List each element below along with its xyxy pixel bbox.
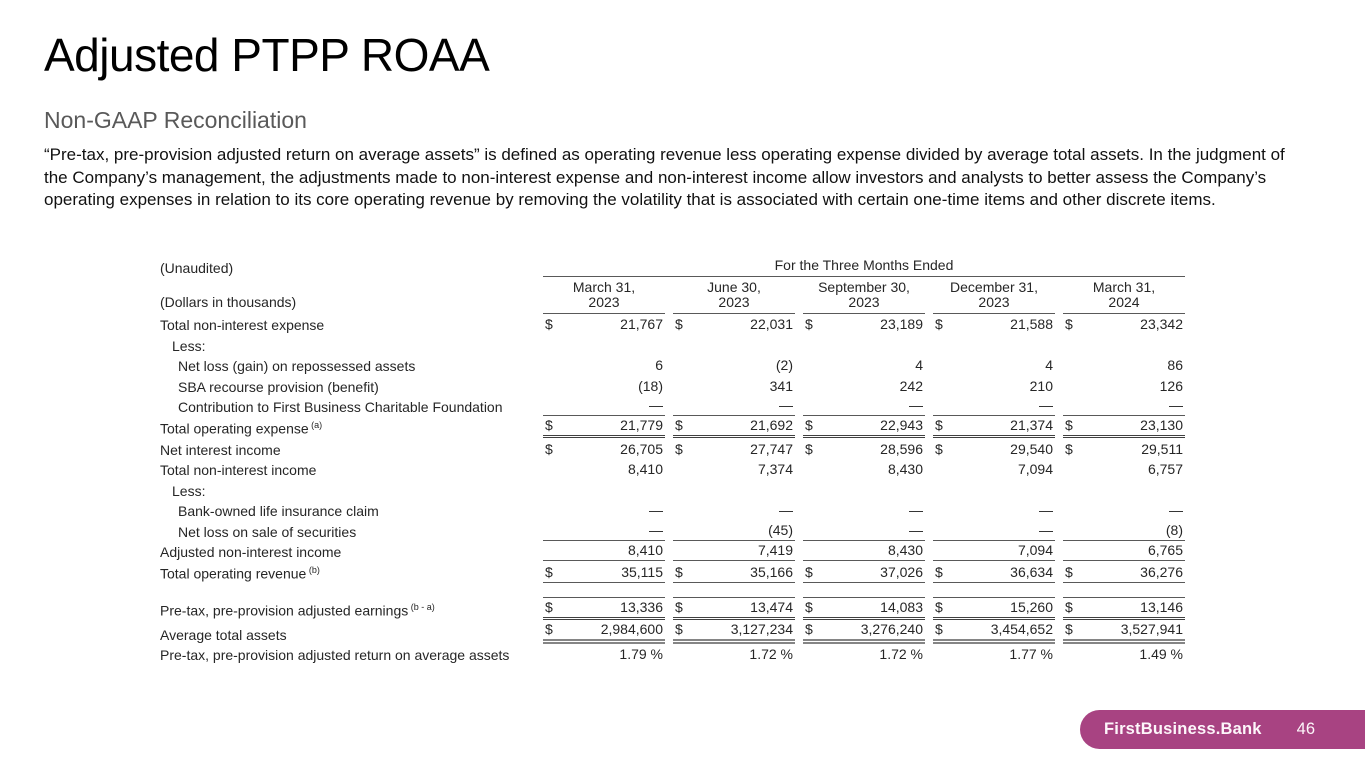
- currency-symbol: $: [675, 598, 683, 615]
- column-header: December 31, 2023: [933, 280, 1055, 314]
- value-cell: [673, 396, 795, 416]
- unaudited-label: (Unaudited): [160, 259, 234, 276]
- row-label: Pre-tax, pre-provision adjusted return on average assets: [160, 647, 510, 664]
- cell-value: —: [909, 521, 923, 538]
- value-cell: [673, 645, 795, 664]
- cell-value: (18): [638, 377, 663, 394]
- table-row: [160, 375, 1185, 396]
- value-cell: [803, 315, 925, 334]
- value-cell: [673, 597, 795, 620]
- value-cell: [543, 460, 665, 479]
- table-row: [160, 355, 1185, 376]
- table-row: [160, 561, 1185, 583]
- value-cell: [543, 541, 665, 561]
- value-cell: [543, 396, 665, 416]
- cell-value: 35,115: [621, 563, 663, 580]
- cell-value: 2,984,600: [600, 620, 663, 637]
- cell-value: 23,189: [880, 316, 923, 332]
- cell-value: 27,747: [750, 440, 793, 457]
- table-row: [160, 416, 1185, 438]
- cell-value: —: [909, 397, 923, 413]
- dollars-label: (Dollars in thousands): [160, 293, 297, 310]
- cell-value: 7,374: [757, 461, 793, 477]
- cell-value: (8): [1165, 521, 1183, 538]
- value-cell: [1063, 563, 1185, 583]
- value-cell: [933, 597, 1055, 620]
- value-cell: [933, 440, 1055, 459]
- currency-symbol: $: [1065, 316, 1073, 332]
- cell-value: 210: [1029, 377, 1053, 394]
- value-cell: [543, 620, 665, 644]
- value-cell: [543, 501, 665, 520]
- cell-value: 26,705: [620, 440, 663, 457]
- row-label: Net interest income: [160, 441, 281, 458]
- value-cell: [673, 315, 795, 334]
- cell-value: 8,410: [627, 542, 663, 558]
- cell-value: 1.77 %: [1009, 646, 1053, 663]
- cell-value: 4: [915, 357, 923, 373]
- currency-symbol: $: [675, 316, 683, 332]
- value-cell: [673, 440, 795, 459]
- cell-value: 35,166: [750, 563, 793, 580]
- value-cell: [543, 440, 665, 459]
- cell-value: 28,596: [880, 440, 923, 457]
- value-cell: [1063, 440, 1185, 459]
- value-cell: [803, 645, 925, 664]
- cell-value: 13,146: [1140, 598, 1183, 615]
- value-cell: [933, 315, 1055, 334]
- value-cell: [1063, 521, 1185, 541]
- row-label: Total operating expense $^{(a)}$: [160, 420, 323, 437]
- currency-symbol: $: [1065, 563, 1073, 580]
- cell-value: 37,026: [880, 563, 923, 580]
- currency-symbol: $: [805, 440, 813, 457]
- table-rows: [160, 314, 1185, 665]
- currency-symbol: $: [805, 620, 813, 637]
- cell-value: 1.72 %: [879, 646, 923, 663]
- cell-value: 6: [655, 357, 663, 373]
- value-cell: [543, 597, 665, 620]
- value-cell: [1063, 645, 1185, 664]
- value-cell: [933, 356, 1055, 375]
- value-cell: [803, 501, 925, 520]
- table-row: [160, 479, 1185, 500]
- cell-value: 8,430: [887, 542, 923, 558]
- table-row: [160, 334, 1185, 355]
- cell-value: 341: [769, 377, 793, 394]
- table-row: [160, 644, 1185, 665]
- value-cell: [673, 620, 795, 644]
- cell-value: —: [909, 502, 923, 518]
- cell-value: 1.79 %: [619, 646, 663, 663]
- value-cell: [933, 620, 1055, 644]
- cell-value: 29,511: [1141, 440, 1183, 457]
- currency-symbol: $: [935, 598, 943, 615]
- currency-symbol: $: [1065, 620, 1073, 637]
- value-cell: [803, 377, 925, 396]
- cell-value: 15,260: [1010, 598, 1053, 615]
- table-header-row-1: [160, 256, 1185, 277]
- value-cell: [803, 521, 925, 541]
- value-cell: [803, 597, 925, 620]
- table-row: [160, 597, 1185, 620]
- value-cell: [673, 416, 795, 438]
- value-cell: [933, 521, 1055, 541]
- slide-title: Adjusted PTPP ROAA: [44, 29, 490, 81]
- footer-brand-pill: [1080, 710, 1365, 749]
- value-cell: [803, 416, 925, 438]
- currency-symbol: $: [1065, 417, 1073, 433]
- cell-value: 14,083: [880, 598, 923, 615]
- table-row: [160, 620, 1185, 644]
- currency-symbol: $: [805, 417, 813, 433]
- row-label: Less:: [172, 337, 206, 354]
- cell-value: 7,094: [1017, 461, 1053, 477]
- cell-value: 23,342: [1140, 316, 1183, 332]
- cell-value: 3,127,234: [730, 620, 793, 637]
- value-cell: [543, 377, 665, 396]
- value-cell: [803, 396, 925, 416]
- value-cell: [933, 396, 1055, 416]
- value-cell: [543, 563, 665, 583]
- value-cell: [1063, 396, 1185, 416]
- cell-value: 8,410: [627, 461, 663, 477]
- value-cell: [673, 563, 795, 583]
- value-cell: [933, 377, 1055, 396]
- value-cell: [1063, 541, 1185, 561]
- value-cell: [673, 356, 795, 375]
- value-cell: [543, 645, 665, 664]
- cell-value: 6,757: [1147, 461, 1183, 477]
- cell-value: (45): [768, 521, 793, 538]
- value-cell: [543, 356, 665, 375]
- value-cell: [543, 416, 665, 438]
- value-cell: [803, 620, 925, 644]
- row-label: Adjusted non-interest income: [160, 544, 342, 560]
- value-cell: [803, 563, 925, 583]
- row-spacer: [160, 583, 1185, 597]
- slide-subtitle: Non-GAAP Reconciliation: [44, 107, 307, 133]
- value-cell: [673, 521, 795, 541]
- value-cell: [673, 377, 795, 396]
- value-cell: [1063, 356, 1185, 375]
- table-row: [160, 438, 1185, 459]
- row-label: Less:: [172, 482, 206, 499]
- currency-symbol: $: [675, 417, 683, 433]
- currency-symbol: $: [935, 563, 943, 580]
- column-header: March 31, 2024: [1063, 280, 1185, 314]
- value-cell: [933, 541, 1055, 561]
- table-row: [160, 396, 1185, 417]
- cell-value: —: [649, 397, 663, 413]
- cell-value: 36,276: [1140, 563, 1183, 580]
- cell-value: 22,031: [750, 316, 793, 332]
- value-cell: [1063, 377, 1185, 396]
- cell-value: 7,419: [757, 542, 793, 558]
- value-cell: [803, 460, 925, 479]
- brand-name: FirstBusiness.Bank: [1104, 720, 1262, 738]
- row-label: Bank-owned life insurance claim: [178, 503, 379, 519]
- currency-symbol: $: [805, 563, 813, 580]
- cell-value: 3,454,652: [990, 620, 1053, 637]
- column-header: June 30, 2023: [673, 280, 795, 314]
- cell-value: —: [1039, 397, 1053, 413]
- table-row: [160, 500, 1185, 521]
- cell-value: (2): [775, 357, 793, 373]
- span-header: For the Three Months Ended: [543, 257, 1185, 277]
- value-cell: [803, 356, 925, 375]
- value-cell: [1063, 460, 1185, 479]
- value-cell: [933, 416, 1055, 438]
- currency-symbol: $: [545, 316, 553, 332]
- cell-value: 21,692: [750, 417, 793, 433]
- cell-value: 126: [1159, 377, 1183, 394]
- currency-symbol: $: [935, 620, 943, 637]
- currency-symbol: $: [805, 316, 813, 332]
- value-cell: [803, 541, 925, 561]
- currency-symbol: $: [545, 620, 553, 637]
- row-label: Net loss on sale of securities: [178, 523, 357, 540]
- cell-value: 7,094: [1017, 542, 1053, 558]
- row-label: Net loss (gain) on repossessed assets: [178, 358, 416, 374]
- cell-value: —: [1169, 397, 1183, 413]
- currency-symbol: $: [675, 620, 683, 637]
- cell-value: 21,779: [620, 417, 663, 433]
- currency-symbol: $: [675, 563, 683, 580]
- table-row: [160, 459, 1185, 480]
- cell-value: —: [779, 502, 793, 518]
- column-header: March 31, 2023: [543, 280, 665, 314]
- cell-value: —: [1169, 502, 1183, 518]
- cell-value: 13,336: [620, 598, 663, 615]
- row-label: Total non-interest income: [160, 462, 317, 478]
- cell-value: —: [1039, 521, 1053, 538]
- value-cell: [1063, 416, 1185, 438]
- table-row: [160, 520, 1185, 541]
- cell-value: 21,374: [1010, 417, 1053, 433]
- row-label: Pre-tax, pre-provision adjusted earnings $^{(b - a)}$: [160, 602, 435, 619]
- cell-value: 242: [899, 377, 923, 394]
- row-label: SBA recourse provision (benefit): [178, 378, 379, 395]
- row-label: Contribution to First Business Charitable Foundation: [178, 399, 503, 415]
- currency-symbol: $: [545, 417, 553, 433]
- cell-value: 6,765: [1147, 542, 1183, 558]
- cell-value: 1.49 %: [1139, 646, 1183, 663]
- currency-symbol: $: [805, 598, 813, 615]
- row-label: Total operating revenue $^{(b)}$: [160, 565, 320, 582]
- currency-symbol: $: [545, 440, 553, 457]
- page-number: 46: [1296, 720, 1315, 738]
- cell-value: 4: [1045, 357, 1053, 373]
- value-cell: [673, 541, 795, 561]
- currency-symbol: $: [935, 417, 943, 433]
- value-cell: [933, 460, 1055, 479]
- currency-symbol: $: [935, 440, 943, 457]
- value-cell: [1063, 620, 1185, 644]
- value-cell: [543, 521, 665, 541]
- cell-value: 21,588: [1010, 316, 1053, 332]
- cell-value: 36,634: [1010, 563, 1053, 580]
- value-cell: [803, 440, 925, 459]
- value-cell: [673, 460, 795, 479]
- row-label: Average total assets: [160, 626, 287, 643]
- cell-value: —: [649, 521, 663, 538]
- row-label: Total non-interest expense: [160, 317, 325, 333]
- currency-symbol: $: [1065, 440, 1073, 457]
- table-row: [160, 541, 1185, 562]
- value-cell: [933, 563, 1055, 583]
- value-cell: [933, 501, 1055, 520]
- cell-value: 21,767: [620, 316, 663, 332]
- currency-symbol: $: [675, 440, 683, 457]
- cell-value: —: [1039, 502, 1053, 518]
- cell-value: 13,474: [750, 598, 793, 615]
- value-cell: [1063, 315, 1185, 334]
- cell-value: —: [779, 397, 793, 413]
- cell-value: 86: [1167, 357, 1183, 373]
- column-header: September 30, 2023: [803, 280, 925, 314]
- value-cell: [1063, 501, 1185, 520]
- cell-value: 1.72 %: [749, 646, 793, 663]
- cell-value: 23,130: [1140, 417, 1183, 433]
- value-cell: [673, 501, 795, 520]
- cell-value: 3,276,240: [860, 620, 923, 637]
- cell-value: 3,527,941: [1120, 620, 1183, 637]
- currency-symbol: $: [1065, 598, 1073, 615]
- cell-value: 29,540: [1010, 440, 1053, 457]
- financial-table: [160, 256, 1185, 664]
- table-row: [160, 314, 1185, 335]
- cell-value: 8,430: [887, 461, 923, 477]
- currency-symbol: $: [935, 316, 943, 332]
- currency-symbol: $: [545, 598, 553, 615]
- cell-value: 22,943: [880, 417, 923, 433]
- currency-symbol: $: [545, 563, 553, 580]
- table-header-row-2: [160, 280, 1185, 314]
- value-cell: [543, 315, 665, 334]
- value-cell: [933, 645, 1055, 664]
- value-cell: [1063, 597, 1185, 620]
- definition-paragraph: “Pre-tax, pre-provision adjusted return on average assets” is defined as operating revenue less operating expense divided by average total assets. In the judgment of the Company’s management, the adjustments made to non-interest expense and non-interest income allow investors and analysts to better assess the Company’s operating expenses in relation to its core operating revenue by removing the volatility that is associated with certain one-time items and other discrete items.: [44, 145, 1285, 209]
- cell-value: —: [649, 502, 663, 518]
